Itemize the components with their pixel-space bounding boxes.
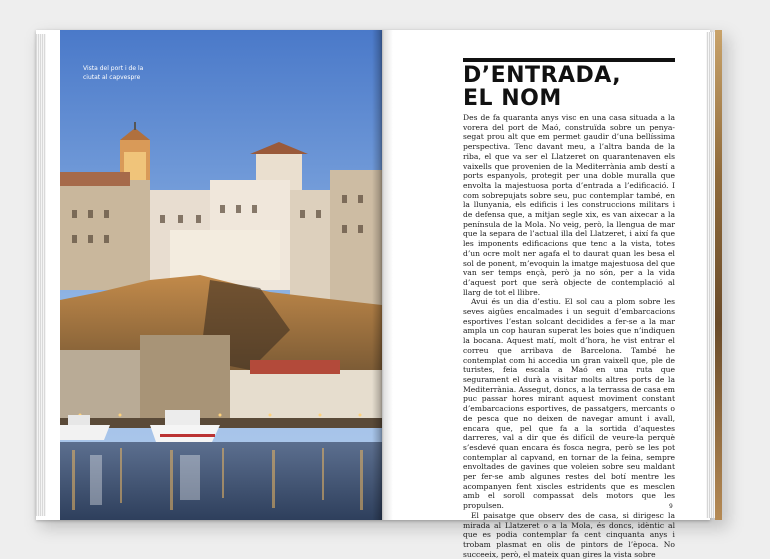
left-page-stack — [36, 34, 46, 516]
title-rule — [463, 58, 675, 62]
chapter-title-line-1: D’ENTRADA, — [463, 63, 622, 88]
chapter-title — [463, 64, 693, 110]
harbor-photo — [60, 30, 382, 520]
page-number: 9 — [669, 503, 673, 510]
paragraph: El paisatge que observ des de casa, si dirigesc la mirada al Llatzeret o a la Mola, és doncs, idèntic al que es podia contemplar fa cent cinquanta anys i trobam plasmat en olis de pintors de l’època. No succeeix, però, el mateix quan gires la vista sobre — [463, 510, 675, 559]
next-page-edge — [715, 30, 722, 520]
caption-line-2: ciutat al capvespre — [83, 74, 141, 81]
caption-line-1: Vista del port i de la — [83, 65, 144, 72]
paragraph: Des de fa quaranta anys visc en una casa situada a la vorera del port de Maó, construïda sobre un penya-segat prou alt que em permet gaudir d’una bellíssima perspectiva. Tenc davant meu, a l’altra banda de la riba, el que va ser el Llatzeret on quarantenaven els vaixells que provenien de la Mediterrània amb destí a ports espanyols, protegit per una doble muralla que envolta la majestuosa porta d’entrada a l’edificació. I com sobrepujats sobre seu, puc contemplar també, en la llunyania, els edificis i les construccions militars i de defensa que, a mitjan segle xix, es van aixecar a la península de la Mola. No veig, però, la llengua de mar que la separa de l’actual illa del Llatzeret, i així fa que les imponents edificacions que tenc a la vista, totes d’un ocre molt ner agafa el to daurat quan les besa el sol de ponent, m’evoquin la imatge majestuosa del que van ser temps ençà, però ja no són, per a la vida d’aquest port que serà objecte de contemplació al llarg de tot el llibre. — [463, 113, 675, 297]
photo-caption — [83, 64, 163, 82]
paragraph: Avui és un dia d’estiu. El sol cau a plom sobre les seves aigües encalmades i un seguit d’embarcacions esportives l’estan solcant decidides a fer-se a la mar ampla un cop hauran superat les boies que n’indiquen la bocana. Aquest matí, molt d’hora, he vist entrar el correu que arribava de Barcelona. També he contemplat com hi accedia un gran vaixell que, ple de turistes, feia escala a Maó en una ruta que segurament el durà a visitar molts altres ports de la Mediterrània. Assegut, doncs, a la terrassa de casa em puc passar hores mirant aquest moviment constant d’embarcacions esportives, de passatgers, mercants o de pesca que no deixen de navegar amunt i avall, encara que, pel que fa a la sortida d’aquestes darreres, val a dir que és difícil de veure-la perquè s’esdevé quan encara és fosca negra, però se les pot contemplar al capvand, en tornar de la feina, sempre envoltades de gavines que voleien sobre seu maldant per fer-se amb algunes restes del botí mentre les acompanyen fent xiscles estridents que es mesclen amb el soroll compassat dels motors que les propulsen. — [463, 297, 675, 511]
chapter-title-line-2: EL NOM — [463, 86, 562, 111]
body-text — [463, 113, 675, 559]
